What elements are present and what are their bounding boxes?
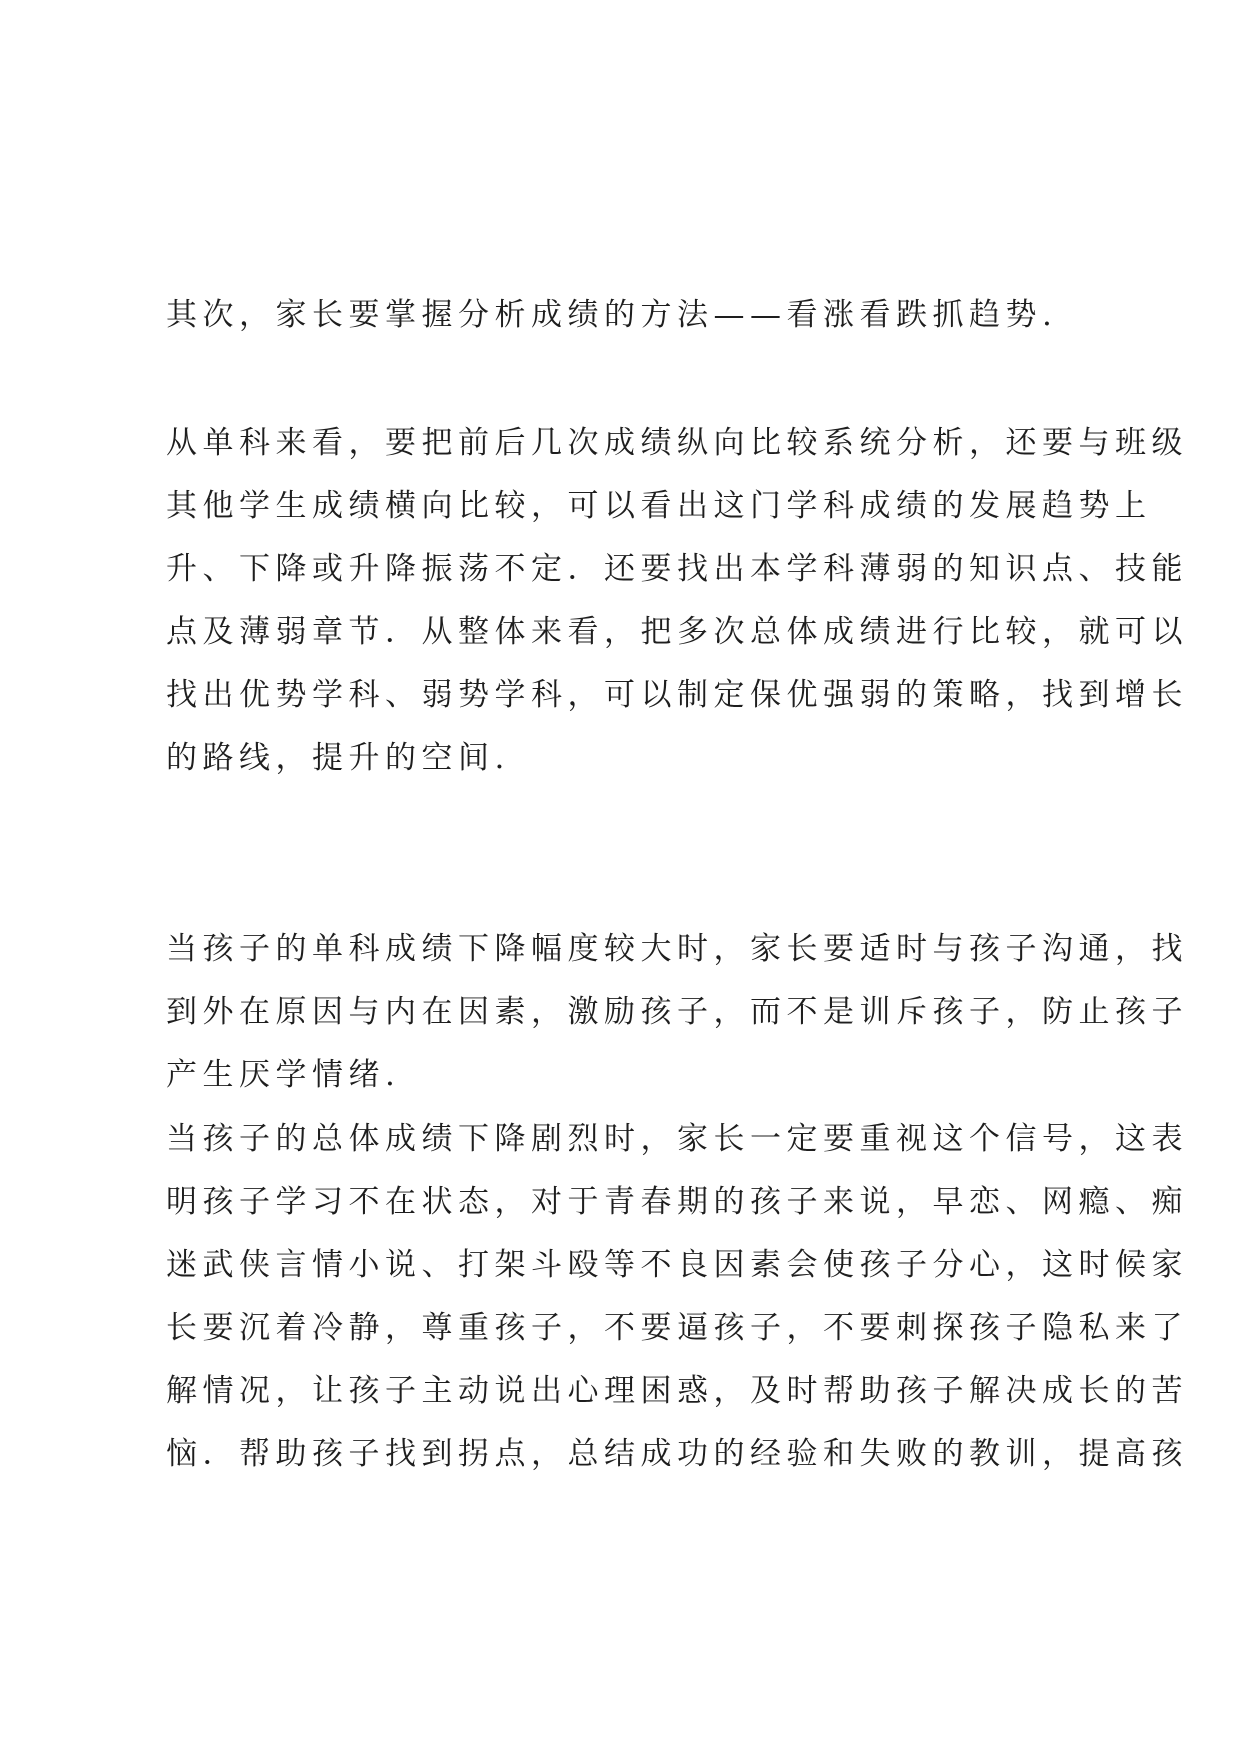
text-line: 恼．帮助孩子找到拐点，总结成功的经验和失败的教训，提高孩 — [166, 1436, 1188, 1472]
text-line: 从单科来看，要把前后几次成绩纵向比较系统分析，还要与班级 — [166, 425, 1188, 461]
text-line: 明孩子学习不在状态，对于青春期的孩子来说，早恋、网瘾、痴 — [166, 1184, 1188, 1220]
text-line: 当孩子的总体成绩下降剧烈时，家长一定要重视这个信号，这表 — [166, 1121, 1188, 1157]
text-line: 的路线，提升的空间. — [166, 740, 510, 776]
text-line: 长要沉着冷静，尊重孩子，不要逼孩子，不要刺探孩子隐私来了 — [166, 1310, 1188, 1346]
paragraph-single-subject-decline — [166, 918, 1188, 1107]
text-line: 当孩子的单科成绩下降幅度较大时，家长要适时与孩子沟通，找 — [166, 931, 1188, 967]
paragraph-analysis-method — [166, 284, 1096, 347]
text-line: 迷武侠言情小说、打架斗殴等不良因素会使孩子分心，这时候家 — [166, 1247, 1188, 1283]
text-line: 找出优势学科、弱势学科，可以制定保优强弱的策略，找到增长 — [166, 677, 1188, 713]
text-line: 到外在原因与内在因素，激励孩子，而不是训斥孩子，防止孩子 — [166, 994, 1188, 1030]
text-line: 其他学生成绩横向比较，可以看出这门学科成绩的发展趋势上 — [166, 488, 1152, 524]
paragraph-overall-decline — [166, 1108, 1188, 1486]
text-line: 产生厌学情绪. — [166, 1057, 401, 1093]
text-line: 升、下降或升降振荡不定．还要找出本学科薄弱的知识点、技能 — [166, 551, 1188, 587]
text-line: 其次，家长要掌握分析成绩的方法——看涨看跌抓趋势. — [166, 297, 1058, 333]
paragraph-single-subject-analysis — [166, 412, 1188, 790]
text-line: 解情况，让孩子主动说出心理困惑，及时帮助孩子解决成长的苦 — [166, 1373, 1188, 1409]
text-line: 点及薄弱章节．从整体来看，把多次总体成绩进行比较，就可以 — [166, 614, 1188, 650]
